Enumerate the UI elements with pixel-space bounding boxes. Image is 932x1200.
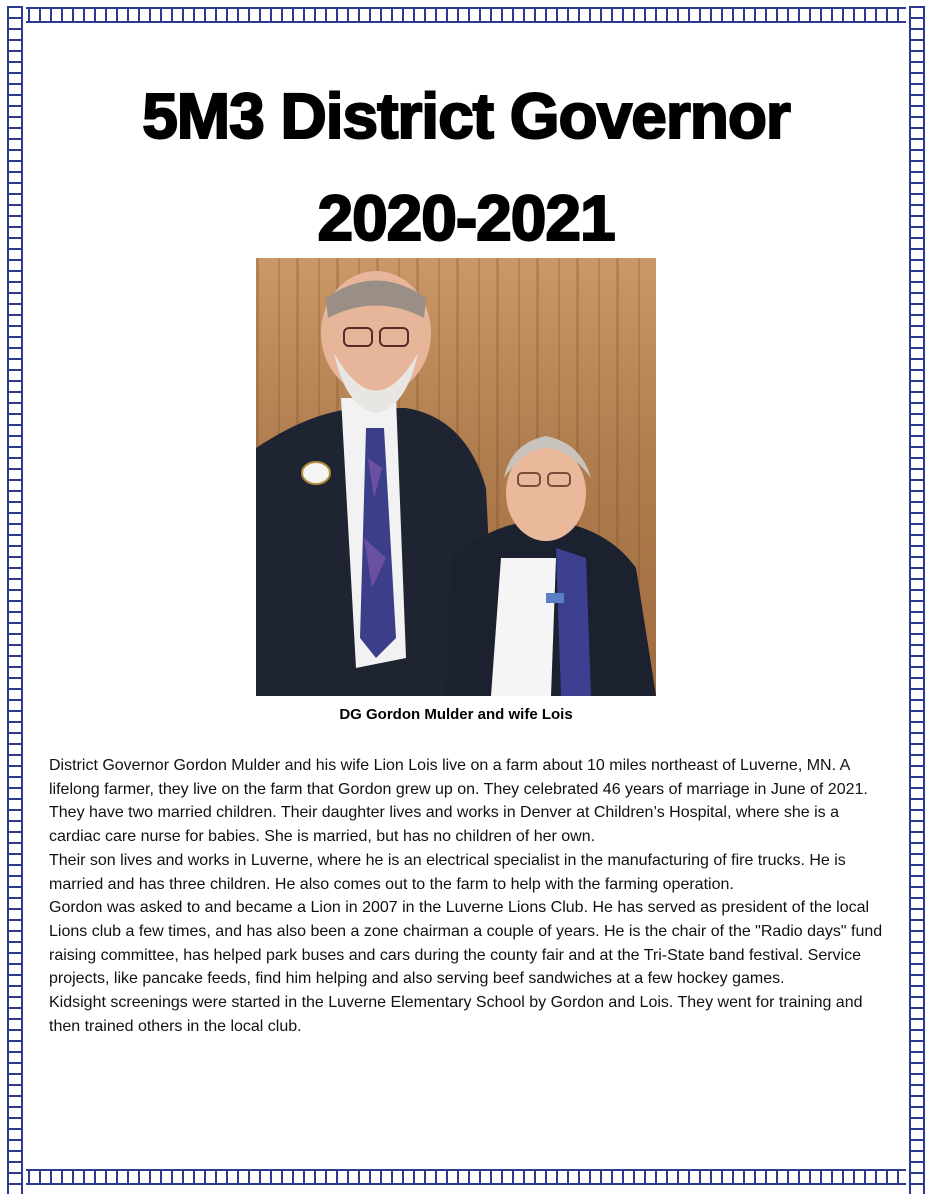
paragraph-kidsight: Kidsight screenings were started in the Luverne Elementary School by Gordon and Lois. They went for training and then trained others in the local club. [49, 994, 863, 1035]
page-subtitle-year: 2020-2021 [317, 182, 615, 254]
photo-illustration [256, 258, 656, 696]
paragraph-children: They have two married children. Their daughter lives and works in Denver at Children’s Hospital, where she is a cardiac care nurse for babies. She is married, but has no children of her own. [49, 804, 840, 846]
right-border [906, 6, 928, 1194]
paragraph-lions-service: Gordon was asked to and became a Lion in 2007 in the Luverne Lions Club. He has served as president of the local Lions club a few times, and has also been a zone chairman a couple of years. He is the chair of the "Radio days" fund raising committee, has helped park buses and cars during the county fair and at the Tri-State band festival. Service projects, like pancake feeds, find him helping and also serving beef sandwiches at a few hockey games. [49, 899, 883, 988]
left-border [4, 6, 26, 1194]
bottom-border [6, 1166, 926, 1188]
photo-caption: DG Gordon Mulder and wife Lois [339, 706, 573, 723]
page-title: 5M3 District Governor [142, 80, 790, 152]
top-border [6, 4, 926, 26]
paragraph-intro: District Governor Gordon Mulder and his wife Lion Lois live on a farm about 10 miles northeast of Luverne, MN. A lifelong farmer, they live on the farm that Gordon grew up on. They celebrated 46 years of marriage in June of 2021. [49, 757, 868, 798]
article-body [49, 754, 889, 1038]
paragraph-son: Their son lives and works in Luverne, where he is an electrical specialist in the manufacturing of fire trucks. He is married and has three children. He also comes out to the farm to help with the farming operation. [49, 851, 846, 893]
couple-photo [256, 258, 656, 696]
